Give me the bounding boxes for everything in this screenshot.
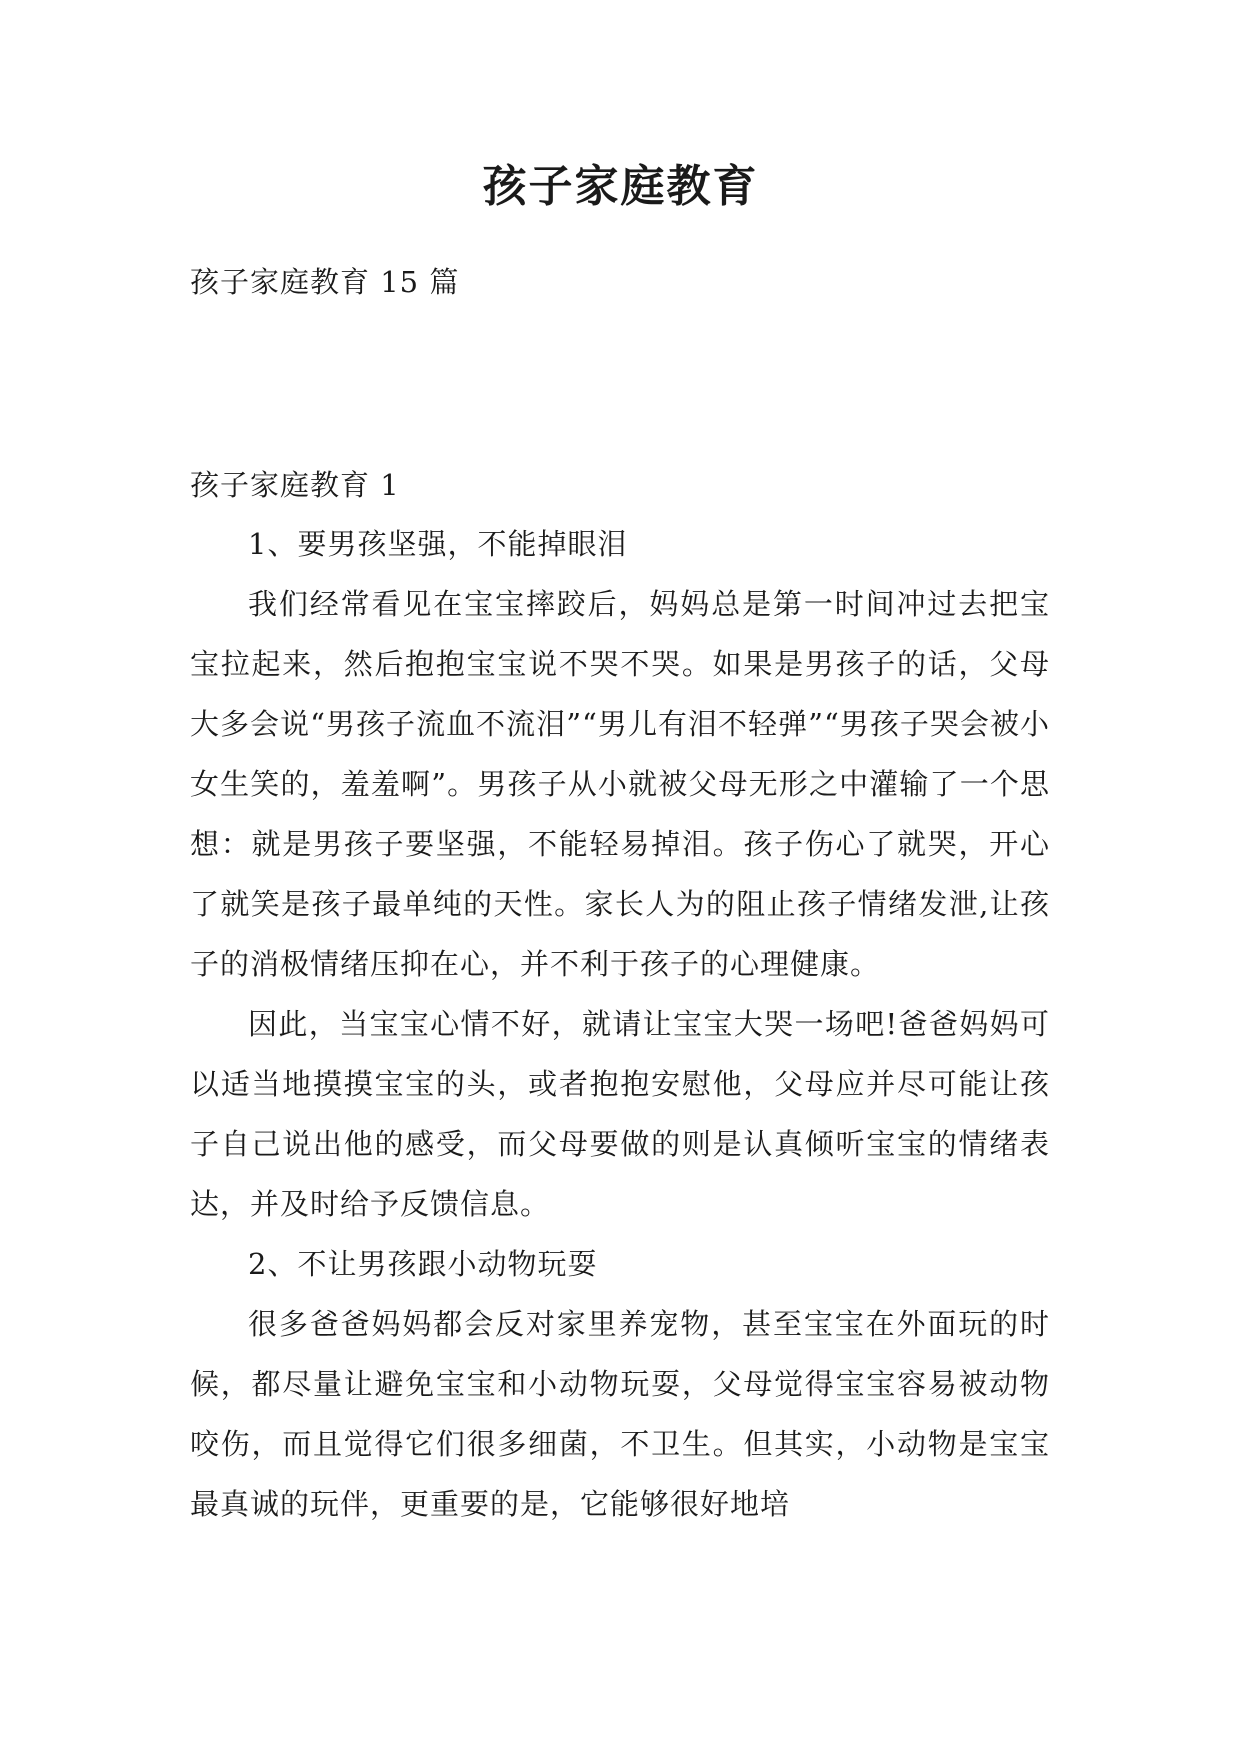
paragraph: 我们经常看见在宝宝摔跤后，妈妈总是第一时间冲过去把宝宝拉起来，然后抱抱宝宝说不哭不哭。如果是男孩子的话，父母大多会说“男孩子流血不流泪”“男儿有泪不轻弹”“男孩子哭会被小女生笑的，羞羞啊”。男孩子从小就被父母无形之中灌输了一个思想：就是男孩子要坚强，不能轻易掉泪。孩子伤心了就哭，开心了就笑是孩子最单纯的天性。家长人为的阻止孩子情绪发泄,让孩子的消极情绪压抑在心，并不利于孩子的心理健康。 <box>190 587 1050 981</box>
paragraph: 很多爸爸妈妈都会反对家里养宠物，甚至宝宝在外面玩的时候，都尽量让避免宝宝和小动物玩耍，父母觉得宝宝容易被动物咬伤，而且觉得它们很多细菌，不卫生。但其实，小动物是宝宝最真诚的玩伴，更重要的是，它能够很好地培 <box>190 1307 1050 1521</box>
document-subtitle: 孩子家庭教育 15 篇 <box>190 265 460 299</box>
document-title: 孩子家庭教育 <box>482 161 759 212</box>
paragraph-heading-1: 1、要男孩坚强，不能掉眼泪 <box>248 527 628 561</box>
paragraph: 因此，当宝宝心情不好，就请让宝宝大哭一场吧!爸爸妈妈可以适当地摸摸宝宝的头，或者抱抱安慰他，父母应并尽可能让孩子自己说出他的感受，而父母要做的则是认真倾听宝宝的情绪表达，并及时给予反馈信息。 <box>190 1007 1050 1221</box>
paragraph-heading-2: 2、不让男孩跟小动物玩耍 <box>248 1247 598 1281</box>
body-text <box>190 514 1050 1534</box>
section-heading: 孩子家庭教育 1 <box>190 468 400 502</box>
